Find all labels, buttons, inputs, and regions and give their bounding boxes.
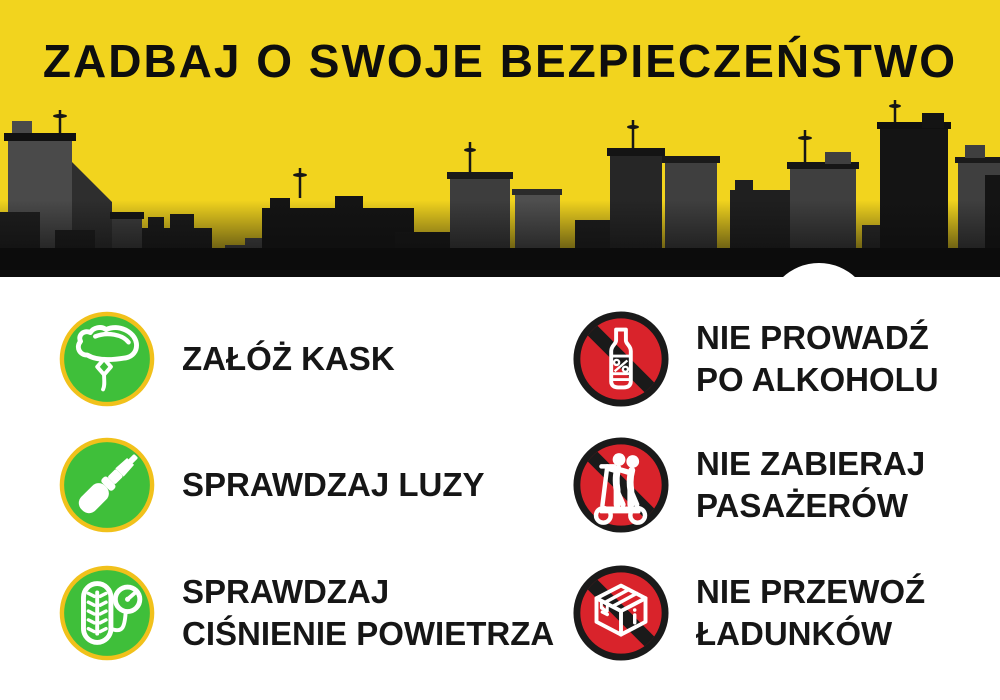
- rule-line: PO ALKOHOLU: [696, 361, 939, 398]
- tire-pressure-icon: [58, 564, 156, 662]
- helmet-icon: [58, 310, 156, 408]
- list-item-check-tire-pressure: [58, 564, 554, 662]
- no-passengers-icon: [572, 436, 670, 534]
- rule-label: [696, 443, 925, 527]
- list-item-check-looseness: [58, 436, 485, 534]
- rule-label: [182, 571, 554, 655]
- list-item-no-cargo: [572, 564, 925, 662]
- rule-line: NIE ZABIERAJ: [696, 444, 926, 482]
- list-item-wear-helmet: [58, 310, 395, 408]
- rule-line: ŁADUNKÓW: [696, 615, 893, 652]
- rule-line: SPRAWDZAJ: [182, 572, 390, 610]
- poster-title: ZADBAJ O SWOJE BEZPIECZEŃSTWO: [42, 35, 958, 87]
- rule-label: [182, 464, 485, 506]
- rule-label: [182, 338, 395, 380]
- rule-line: CIŚNIENIE POWIETRZA: [182, 615, 555, 652]
- list-item-no-passengers: [572, 436, 925, 534]
- rule-line: ZAŁÓŻ KASK: [182, 339, 395, 377]
- rule-label: [696, 571, 925, 655]
- list-item-no-alcohol: [572, 310, 939, 408]
- rule-line: NIE PRZEWOŹ: [696, 572, 926, 610]
- city-skyline-silhouette: [0, 100, 1000, 277]
- rule-line: PASAŻERÓW: [696, 487, 909, 524]
- no-cargo-icon: [572, 564, 670, 662]
- rule-line: SPRAWDZAJ LUZY: [182, 465, 485, 503]
- rule-line: NIE PROWADŹ: [696, 318, 929, 356]
- rule-label: [696, 317, 939, 401]
- screwdriver-icon: [58, 436, 156, 534]
- no-alcohol-icon: [572, 310, 670, 408]
- poster-header: [0, 0, 1000, 277]
